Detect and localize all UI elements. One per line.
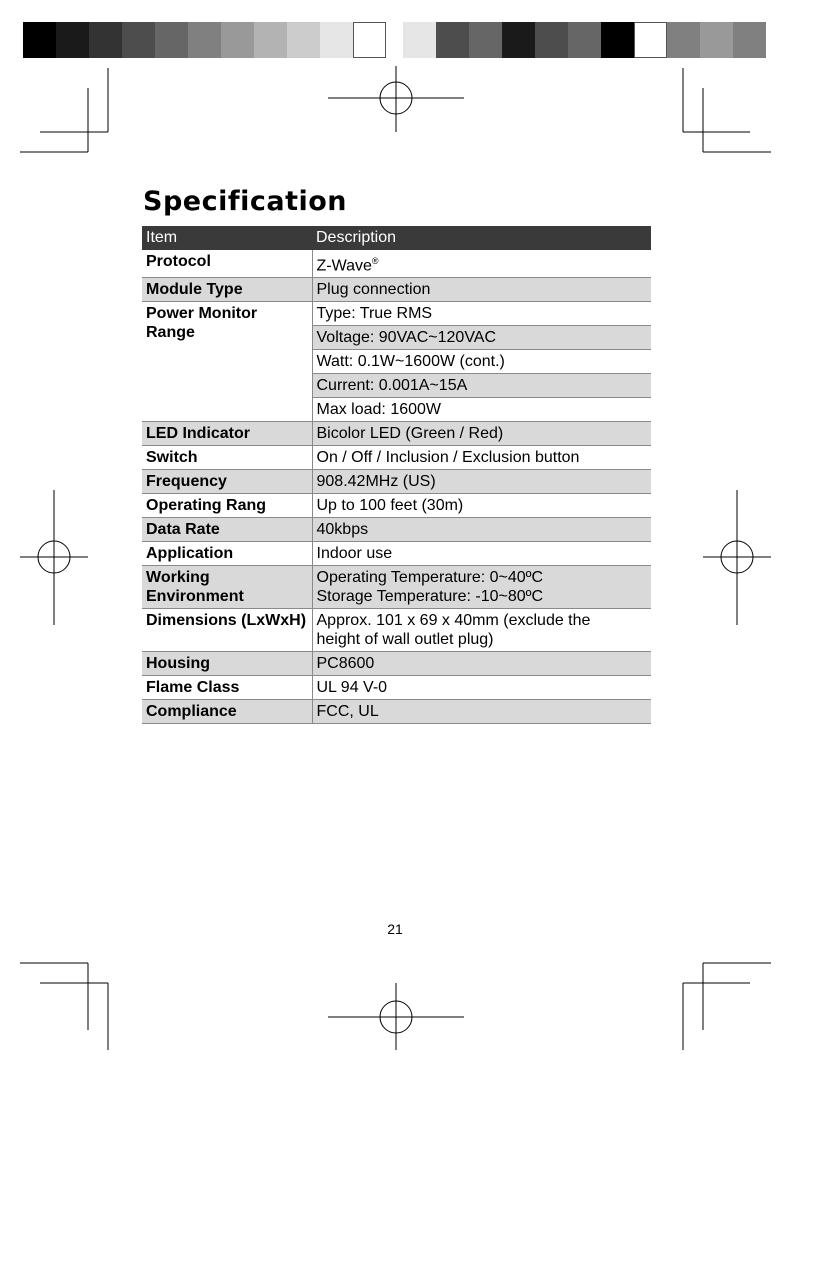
spec-description-line: Approx. 101 x 69 x 40mm (exclude the — [316, 612, 591, 630]
spec-description-line: Operating Temperature: 0~40ºC — [316, 569, 544, 587]
color-swatch — [502, 22, 535, 58]
table-row — [142, 518, 651, 542]
spec-description — [312, 609, 651, 652]
spec-item-label: Module Type — [142, 278, 312, 302]
page-title: Specification — [143, 186, 348, 217]
color-swatch — [601, 22, 634, 58]
color-swatch — [221, 22, 254, 58]
header-item: Item — [142, 226, 312, 250]
spec-item-label: Data Rate — [142, 518, 312, 542]
table-row — [142, 652, 651, 676]
color-swatch — [634, 22, 667, 58]
specification-table — [142, 226, 651, 724]
spec-description-text: Z-Wave — [316, 257, 372, 275]
spec-description-line: height of wall outlet plug) — [316, 631, 494, 649]
spec-description: Watt: 0.1W~1600W (cont.) — [312, 350, 651, 374]
header-description: Description — [312, 226, 651, 250]
color-swatch — [155, 22, 188, 58]
spec-description — [312, 566, 651, 609]
color-swatch — [287, 22, 320, 58]
spec-description-text: PC8600 — [316, 655, 375, 673]
page-number: 21 — [387, 921, 403, 937]
table-row — [142, 470, 651, 494]
color-swatch — [56, 22, 89, 58]
spec-item-label: Flame Class — [142, 676, 312, 700]
color-swatch — [667, 22, 700, 58]
table-row — [142, 566, 651, 609]
color-calibration-bar-right — [403, 22, 766, 58]
table-row — [142, 250, 651, 278]
spec-description — [312, 446, 651, 470]
table-row — [142, 609, 651, 652]
spec-item-label: Switch — [142, 446, 312, 470]
color-swatch — [353, 22, 386, 58]
spec-item-label: Power Monitor Range — [142, 302, 312, 422]
color-swatch — [320, 22, 353, 58]
color-calibration-bar-left — [23, 22, 386, 58]
color-swatch — [568, 22, 601, 58]
spec-item-label: Dimensions (LxWxH) — [142, 609, 312, 652]
color-swatch — [700, 22, 733, 58]
spec-description-line: Storage Temperature: -10~80ºC — [316, 588, 544, 606]
spec-description — [312, 422, 651, 446]
spec-item-label: Working Environment — [142, 566, 312, 609]
spec-description-text: FCC, UL — [316, 703, 379, 721]
table-row — [142, 422, 651, 446]
table-row — [142, 278, 651, 302]
color-swatch — [733, 22, 766, 58]
color-swatch — [188, 22, 221, 58]
color-swatch — [535, 22, 568, 58]
table-row — [142, 302, 651, 326]
spec-description — [312, 700, 651, 724]
spec-description-text: Bicolor LED (Green / Red) — [316, 425, 504, 443]
table-row — [142, 446, 651, 470]
color-swatch — [254, 22, 287, 58]
color-swatch — [403, 22, 436, 58]
color-swatch — [23, 22, 56, 58]
spec-description — [312, 278, 651, 302]
spec-description — [312, 652, 651, 676]
spec-description — [312, 250, 651, 278]
table-row — [142, 542, 651, 566]
spec-description — [312, 494, 651, 518]
spec-description: Voltage: 90VAC~120VAC — [312, 326, 651, 350]
registered-mark: ® — [371, 256, 379, 266]
spec-item-label: Frequency — [142, 470, 312, 494]
spec-description-text: UL 94 V-0 — [316, 679, 388, 697]
table-row — [142, 700, 651, 724]
spec-description-text: 40kbps — [316, 521, 369, 539]
spec-item-label: Application — [142, 542, 312, 566]
spec-item-label: Operating Rang — [142, 494, 312, 518]
spec-item-label: Compliance — [142, 700, 312, 724]
spec-item-label: LED Indicator — [142, 422, 312, 446]
spec-description — [312, 470, 651, 494]
spec-description — [312, 518, 651, 542]
table-header-row — [142, 226, 651, 250]
spec-description — [312, 542, 651, 566]
spec-description-text: Plug connection — [316, 281, 431, 299]
spec-description: Type: True RMS — [312, 302, 651, 326]
spec-description-text: On / Off / Inclusion / Exclusion button — [316, 449, 580, 467]
spec-description: Current: 0.001A~15A — [312, 374, 651, 398]
color-swatch — [469, 22, 502, 58]
spec-description-text: 908.42MHz (US) — [316, 473, 436, 491]
color-swatch — [122, 22, 155, 58]
spec-item-label: Housing — [142, 652, 312, 676]
table-row — [142, 494, 651, 518]
color-swatch — [436, 22, 469, 58]
spec-item-label: Protocol — [142, 250, 312, 278]
spec-description: Max load: 1600W — [312, 398, 651, 422]
spec-description-text: Indoor use — [316, 545, 393, 563]
color-swatch — [89, 22, 122, 58]
table-row — [142, 676, 651, 700]
spec-description — [312, 676, 651, 700]
spec-description-text: Up to 100 feet (30m) — [316, 497, 464, 515]
